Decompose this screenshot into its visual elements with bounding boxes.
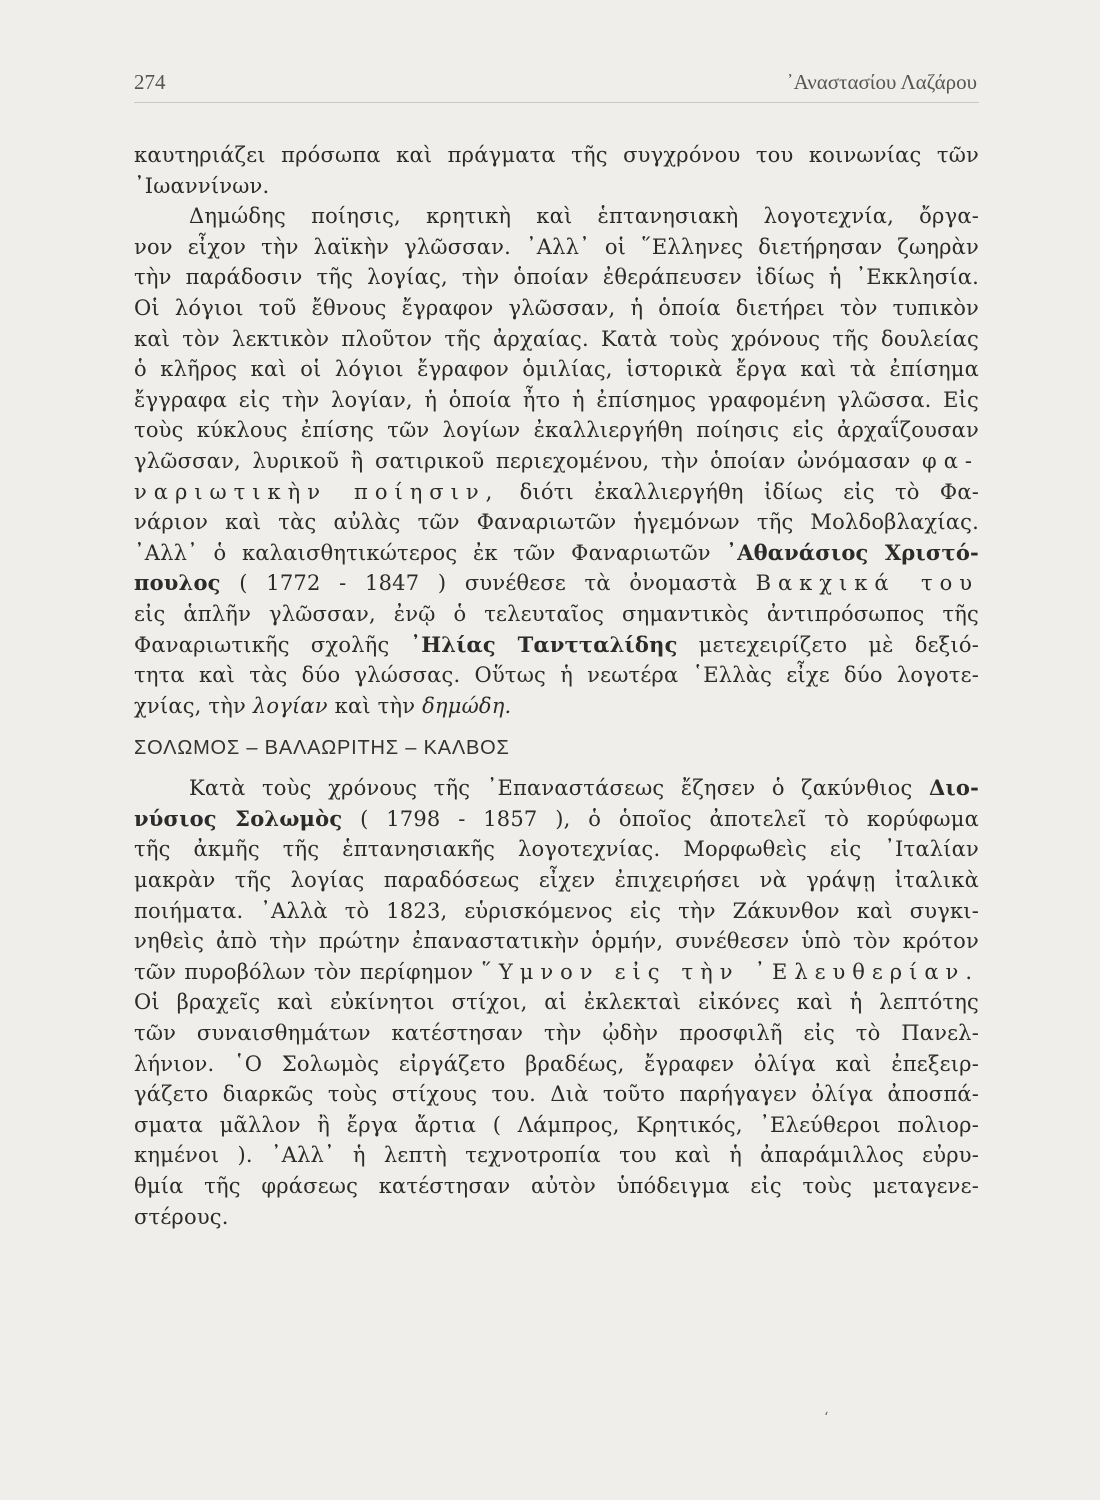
text-run: Φαναριωτικῆς σχολῆς: [134, 632, 411, 657]
text-line: λήνιον. ῾Ο Σολωμὸς εἰργάζετο βραδέως, ἔγραφεν ὀλίγα καὶ ἐπεξειρ-: [134, 1051, 979, 1076]
text-line: Οἱ βραχεῖς καὶ εὐκίνητοι στίχοι, αἱ ἐκλεκταὶ εἰκόνες καὶ ἡ λεπτότης: [134, 990, 979, 1015]
bold-name: νύσιος Σολωμὸς: [134, 805, 343, 831]
text-line: Δημώδης ποίησις, κρητικὴ καὶ ἑπτανησιακὴ λογοτεχνία, ὄργα-: [189, 204, 979, 229]
text-line: [134, 446, 979, 477]
ink-mark: ‘: [824, 1410, 829, 1426]
bold-name: Διο-: [929, 775, 979, 801]
page-header: [134, 68, 979, 103]
italic-term: λογίαν: [252, 693, 328, 718]
text-run: τῶν πυροβόλων τὸν περίφημον: [134, 959, 482, 984]
text-run: Κατὰ τοὺς χρόνους τῆς ᾿Επαναστάσεως ἔζησεν ὁ ζακύνθιος: [189, 776, 930, 801]
text-run: ( 1798 - 1857 ), ὁ ὁποῖος ἀποτελεῖ τὸ κορύφωμα: [342, 806, 979, 831]
text-line: τοὺς κύκλους ἐπίσης τῶν λογίων ἐκαλλιεργήθη ποίησις εἰς ἀρχαΐζουσαν: [134, 418, 979, 443]
text-line: [134, 477, 979, 508]
text-line: θμία τῆς φράσεως κατέστησαν αὐτὸν ὑπόδειγμα εἰς τοὺς μεταγενε-: [134, 1174, 979, 1198]
paragraph-1: [134, 140, 979, 201]
text-line: [134, 538, 979, 569]
italic-term: δημώδη.: [422, 693, 512, 718]
text-line: ποιήματα. ᾿Αλλὰ τὸ 1823, εὑρισκόμενος εἰς τὴν Ζάκυνθον καὶ συγκι-: [134, 898, 979, 923]
text-line: κημένοι ). ᾿Αλλ᾿ ἡ λεπτὴ τεχνοτροπία του καὶ ἡ ἀπαράμιλλος εὐρυ-: [134, 1143, 979, 1168]
bold-name: πουλος: [134, 570, 221, 596]
text-line: καυτηριάζει πρόσωπα καὶ πράγματα τῆς συγχρόνου του κοινωνίας τῶν: [134, 143, 979, 167]
spaced-term: Βακχικά του: [755, 571, 979, 596]
text-line: σματα μᾶλλον ἢ ἔργα ἄρτια ( Λάμπρος, Κρητικός, ᾿Ελεύθεροι πολιορ-: [134, 1112, 979, 1137]
text-line: εἰς ἁπλῆν γλῶσσαν, ἐνῷ ὁ τελευταῖος σημαντικὸς ἀντιπρόσωπος τῆς: [134, 601, 979, 626]
spaced-term: ναριωτικὴν ποίησιν,: [134, 479, 500, 504]
bold-name: ᾿Αθανάσιος Χριστό-: [726, 539, 979, 565]
spaced-term: φα-: [922, 448, 979, 473]
text-run: καὶ τὴν: [327, 693, 423, 718]
text-line: [134, 957, 979, 988]
text-line: τῶν συναισθημάτων κατέστησαν τὴν ᾠδὴν προσφιλῆ εἰς τὸ Πανελ-: [134, 1021, 979, 1046]
text-line: τητα καὶ τὰς δύο γλώσσας. Οὕτως ἡ νεωτέρα ῾Ελλὰς εἶχε δύο λογοτε-: [134, 663, 979, 688]
bold-name: ᾿Ηλίας Ταντταλίδης: [410, 631, 678, 657]
text-run: διότι ἐκαλλιεργήθη ἰδίως εἰς τὸ Φα-: [499, 479, 979, 504]
text-line: γάζετο διαρκῶς τοὺς στίχους του. Διὰ τοῦτο παρήγαγεν ὀλίγα ἀποσπά-: [134, 1082, 979, 1107]
text-run: γλῶσσαν, λυρικοῦ ἢ σατιρικοῦ περιεχομένου, τὴν ὁποίαν ὠνόμασαν: [134, 448, 923, 473]
text-line: [134, 568, 979, 599]
text-line: [134, 630, 979, 661]
text-line: νον εἶχον τὴν λαϊκὴν γλῶσσαν. ᾿Αλλ᾿ οἱ ῞Ελληνες διετήρησαν ζωηρὰν: [134, 234, 979, 259]
section-heading: ΣΟΛΩΜΟΣ – ΒΑΛΑΩΡΙΤΗΣ – ΚΑΛΒΟΣ: [134, 737, 510, 760]
text-line: καὶ τὸν λεκτικὸν πλοῦτον τῆς ἀρχαίας. Κατὰ τοὺς χρόνους τῆς δουλείας: [134, 326, 979, 351]
text-line: ἔγγραφα εἰς τὴν λογίαν, ἡ ὁποία ἦτο ἡ ἐπίσημος γραφομένη γλῶσσα. Εἰς: [134, 387, 979, 412]
paragraph-3: [134, 773, 979, 1232]
text-run: χνίας, τὴν: [134, 693, 253, 718]
text-run: μετεχειρίζετο μὲ δεξιό-: [677, 632, 980, 657]
text-line: [134, 691, 979, 722]
text-line: ὁ κλῆρος καὶ οἱ λόγιοι ἔγραφον ὁμιλίας, ἱστορικὰ ἔργα καὶ τὰ ἐπίσημα: [134, 357, 979, 382]
text-line: [134, 773, 979, 804]
text-line: ᾿Ιωαννίνων.: [134, 173, 270, 198]
text-line: τὴν παράδοσιν τῆς λογίας, τὴν ὁποίαν ἐθεράπευσεν ἰδίως ἡ ᾿Εκκλησία.: [134, 265, 979, 290]
spaced-term: ῞Υμνον εἰς τὴν ᾿Ελευθερίαν.: [481, 959, 980, 984]
text-line: στέρους.: [134, 1204, 229, 1229]
text-run: ( 1772 - 1847 ) συνέθεσε τὰ ὀνομαστὰ: [220, 571, 756, 596]
page-number: 274: [134, 70, 166, 94]
text-line: νάριον καὶ τὰς αὐλὰς τῶν Φαναριωτῶν ἡγεμόνων τῆς Μολδοβλαχίας.: [134, 510, 979, 535]
text-line: μακρὰν τῆς λογίας παραδόσεως εἶχεν ἐπιχειρήσει νὰ γράψῃ ἰταλικὰ: [134, 868, 979, 893]
text-line: νηθεὶς ἀπὸ τὴν πρώτην ἐπαναστατικὴν ὁρμήν, συνέθεσεν ὑπὸ τὸν κρότον: [134, 929, 979, 954]
text-line: τῆς ἀκμῆς τῆς ἑπτανησιακῆς λογοτεχνίας. Μορφωθεὶς εἰς ᾿Ιταλίαν: [134, 837, 979, 862]
text-line: [134, 804, 979, 835]
running-head: ᾿Αναστασίου Λαζάρου: [786, 70, 977, 94]
text-line: Οἱ λόγιοι τοῦ ἔθνους ἔγραφον γλῶσσαν, ἡ ὁποία διετήρει τὸν τυπικὸν: [134, 295, 979, 320]
text-run: ᾿Αλλ᾿ ὁ καλαισθητικώτερος ἐκ τῶν Φαναριωτῶν: [134, 540, 727, 565]
paragraph-2: [134, 201, 979, 721]
body-text: [134, 140, 979, 1232]
